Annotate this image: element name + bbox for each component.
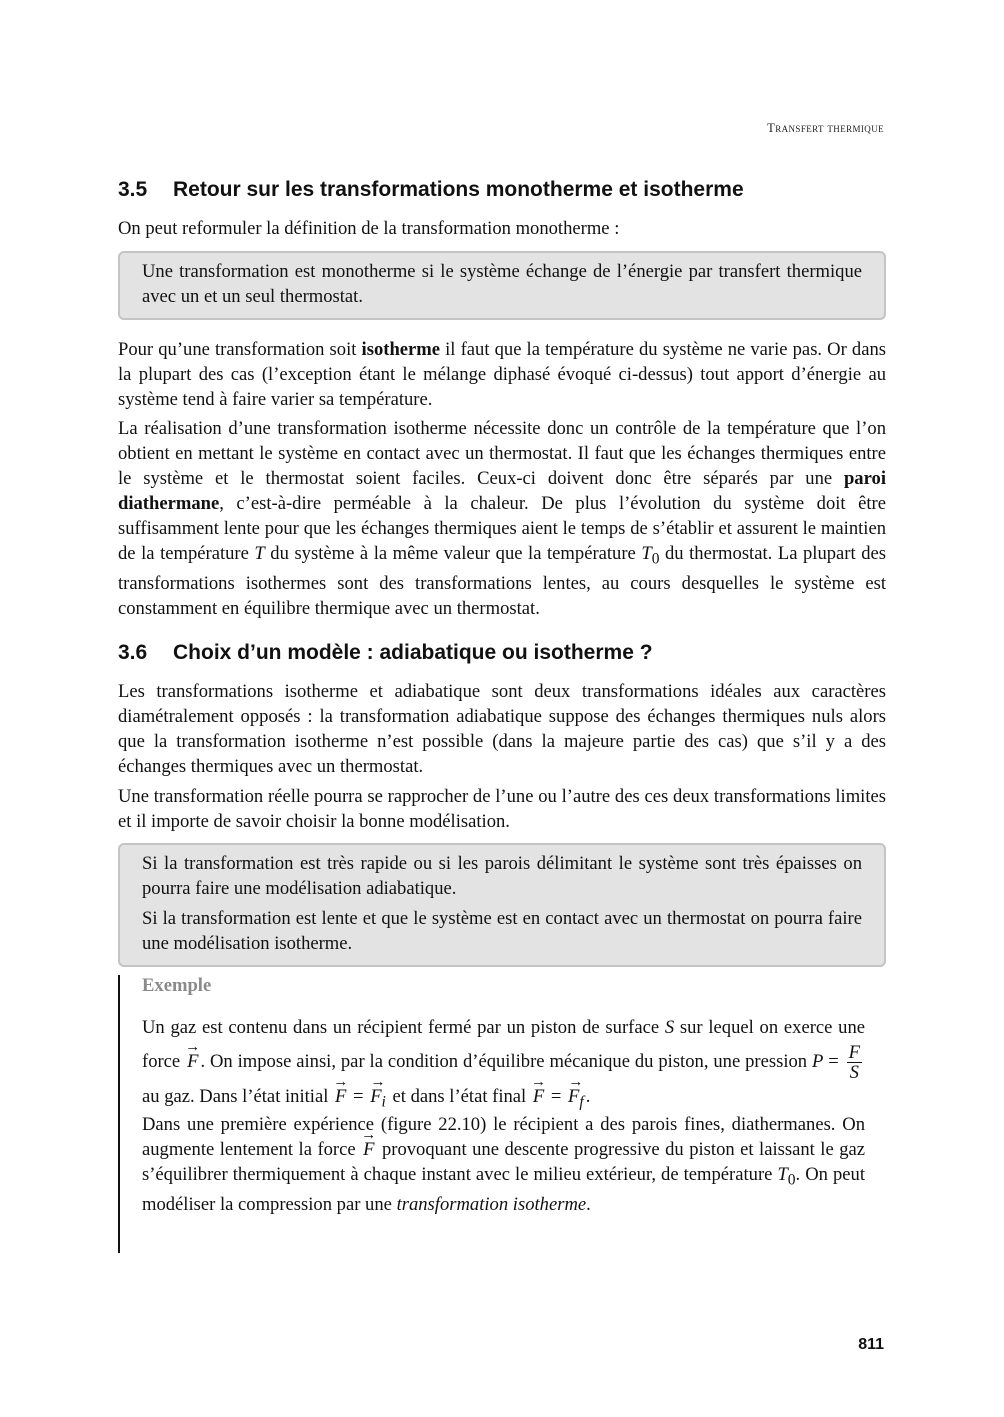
example-block [118, 975, 886, 1253]
section-number: 3.5 [118, 178, 148, 201]
term-transformation-isotherme: transformation isotherme [396, 1194, 587, 1216]
fraction-F-over-S: $\frac{F}{S}$ [848, 1042, 860, 1083]
vector-F: → F [361, 1138, 376, 1163]
modelisation-box [118, 843, 886, 967]
paragraph-isotherme: Pour qu’une transformation soit isotherme il faut que la température du système ne varie pas. Or dans la plupart des cas (l’exception étant le mélange diphasé évoqué ci-dessus) tout apport d’énergie au système tend à faire varier sa température. [118, 339, 886, 410]
paragraph-choix-1: Les transformations isotherme et adiabatique sont deux transformations idéales aux caractères diamétralement opposés : la transformation adiabatique suppose des échanges thermiques nuls alors que la transformation isotherme n’est possible (dans la majeure partie des cas) que s’il y a des échanges thermiques avec un thermostat. [118, 681, 886, 777]
section-title-text: Retour sur les transformations monotherme et isotherme [173, 178, 744, 201]
example-paragraph-1: Un gaz est contenu dans un récipient fermé par un piston de surface S sur lequel on exerce une force → F . On impose ainsi, par la condition d’équilibre mécanique du piston, une pression P = $\frac{F}{S}$ au gaz. Dans l’état initial → F = → $F_i$ et dans l’état final → F = → $F_f$ . [142, 1013, 865, 1118]
example-label: Exemple [142, 975, 212, 996]
term-paroi-diathermane: paroi diathermane [118, 467, 886, 514]
page-number: 811 [858, 1336, 884, 1353]
running-header: Transfert thermique [767, 121, 884, 135]
section-title-text: Choix d’un modèle : adiabatique ou isotherme ? [173, 641, 653, 664]
term-isotherme: isotherme [361, 339, 441, 360]
box-adiabatique: Si la transformation est très rapide ou si les parois délimitant le système sont très épaisses on pourra faire une modélisation adiabatique. [142, 853, 862, 899]
paragraph-choix-2: Une transformation réelle pourra se rapprocher de l’une ou l’autre des ces deux transformations limites et il importe de savoir choisir la bonne modélisation. [118, 786, 886, 832]
example-paragraph-2: Dans une première expérience (figure 22.10) le récipient a des parois fines, diathermanes. On augmente lentement la force → F provoquant une descente progressive du piston et laissant le gaz s’équilibrer thermiquement à chaque instant avec le milieu extérieur, de température $T_0$. On peut modéliser la compression par une transformation isotherme. [142, 1113, 865, 1218]
section-3-6-heading [118, 641, 653, 665]
vector-F: → F [185, 1047, 200, 1077]
paragraph-realisation: La réalisation d’une transformation isotherme nécessite donc un contrôle de la température que l’on obtient en mettant le système en contact avec un thermostat. Il faut que les échanges thermiques entre le système et le thermostat soient faciles. Ceux-ci doivent donc être séparés par une paroi diathermane, c’est-à-dire perméable à la chaleur. De plus l’évolution du système doit être suffisamment lente pour que les échanges thermiques aient le temps de s’établir et assurent le maintien de la température T du système à la même valeur que la température $T_0$ du thermostat. La plupart des transformations isothermes sont des transformations lentes, au cours desquelles le système est constamment en équilibre thermique avec un thermostat. [118, 418, 886, 620]
section-number: 3.6 [118, 641, 148, 664]
definition-box-monotherme [118, 251, 886, 320]
box-isotherme: Si la transformation est lente et que le système est en contact avec un thermostat on pourra faire une modélisation isotherme. [142, 907, 862, 954]
section-3-5-heading [118, 178, 744, 202]
definition-text: Une transformation est monotherme si le système échange de l’énergie par transfert thermique avec un et un seul thermostat. [142, 261, 862, 307]
section-3-5-intro: On peut reformuler la définition de la transformation monotherme : [118, 218, 620, 239]
